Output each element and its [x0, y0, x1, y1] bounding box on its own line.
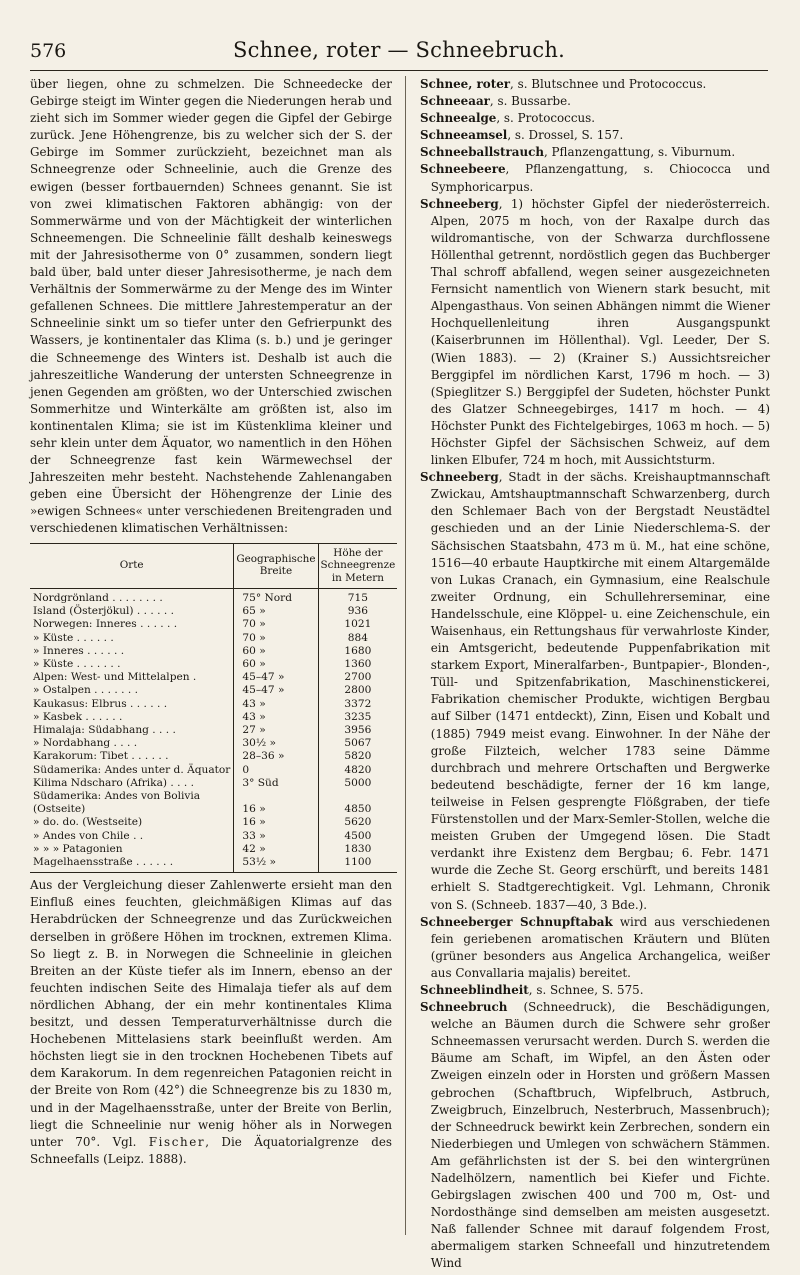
- table-row: [30, 605, 397, 618]
- table-cell-latitude: 45–47 »: [234, 684, 318, 697]
- table-cell-place: » Inneres . . . . . .: [33, 644, 125, 657]
- table-row: [30, 632, 397, 645]
- lexicon-entry: [420, 76, 770, 93]
- page-number: 576: [30, 40, 67, 62]
- table-cell-height: [318, 790, 397, 803]
- entry-headword: Schnee, roter: [420, 77, 511, 91]
- column-header-place: Orte: [30, 543, 234, 589]
- entry-headword: Schneeberg: [420, 196, 499, 211]
- table-cell-latitude: 43 »: [234, 698, 318, 711]
- entry-headword: Schneealge: [420, 111, 497, 126]
- table-cell-place: Magelhaensstraße . . . . . .: [33, 856, 174, 869]
- entry-text: (Schneedruck), die Beschädigungen, welche an Bäumen durch die Schwere sehr großer Schneemassen verursacht werden. Durch S. werden die Bäume am Schaft, im Wipfel, an den Ästen oder Zweigen einzeln oder in Horsten und größern Massen gebrochen (Schaftbruch, Wipfelbruch, Astbruch, Zweigbruch, Einzelbruch, Nesterbruch, Massenbruch); der Schneedruck bewirkt kein Zerbrechen, sondern ein Niederbiegen und Umlegen von schwächern Stämmen. Am gefährlichsten ist der S. bei den wintergrünen Nadelhölzern, namentlich bei Kiefer und Fichte. Gebirgslagen zwischen 400 und 700 m, Ost- und Nordosthänge sind demselben am meisten ausgesetzt. Naß fallender Schnee mit darauf folgendem Frost, abermaligem starken Schneefall und hinzutretendem Wind: [430, 1000, 770, 1271]
- table-row: [30, 724, 397, 737]
- table-cell-height: 5067: [318, 737, 397, 750]
- entry-text: , Stadt in der sächs. Kreishauptmannschaft Zwickau, Amtshauptmannschaft Schwarzenberg, durch den Schlemaer Bach von der Bergstadt Neustädtel geschieden und an der Linie Niederschlema-S. der Sächsischen Staatsbahn, 473 m ü. M., hat eine schöne, 1516—40 erbaute Hauptkirche mit einem Altargemälde von Lukas Cranach, ein Gymnasium, eine Realschule zweiter Ordnung, ein Schullehrerseminar, eine Handelsschule, eine Klöppel- u. eine Zeichenschule, ein Waisenhaus, ein Rettungshaus für verwahrloste Kinder, ein Amtsgericht, bedeutende Puppenfabrikation mit starkem Export, Mineralfarben-, Buntpapier-, Blonden-, Tüll- und Spitzenfabrikation, Maschinenstickerei, Fabrikation chemischer Produkte, wichtigen Bergbau auf Silber (1471 entdeckt), Zinn, Eisen und Kobalt und (1885) 7949 meist evang. Einwohner. In der Nähe der große Filzteich, welcher 1783 seine Dämme durchbrach und mehrere Ortschaften und Bergwerke bedeutend beschädigte, ferner der 16 km lange, teilweise in Felsen gesprengte Flößgraben, der tiefe Fürstenstollen und der Marx-Semler-Stollen, welche die meisten Gruben der Umgegend lösen. Die Stadt verdankt ihre Existenz dem Bergbau; 6. Febr. 1471 wurde die Zeche St. Georg erschürft, und bereits 1481 erhielt S. Stadtgerechtigkeit. Vgl. Lehmann, Chronik von S. (Schneeb. 1837—40, 3 Bde.).: [430, 470, 770, 912]
- column-header-latitude: Geographische Breite: [234, 543, 318, 589]
- table-cell-latitude: 53½ »: [234, 856, 318, 873]
- running-title: Schnee, roter — Schneebruch.: [233, 38, 565, 62]
- table-cell-height: 1360: [318, 658, 397, 671]
- entry-text: , s. Blutschnee und Protococcus.: [510, 77, 707, 91]
- lexicon-entry: [420, 982, 770, 999]
- paragraph-comparison: [30, 877, 392, 1168]
- table-cell-latitude: 27 »: [234, 724, 318, 737]
- entry-text: , Pflanzengattung, s. Viburnum.: [544, 145, 736, 160]
- table-row: [30, 750, 397, 763]
- table-cell-place: » Küste . . . . . .: [33, 631, 114, 644]
- table-cell-height: 936: [318, 605, 397, 618]
- table-header-row: [30, 543, 397, 589]
- table-cell-place: Kaukasus: Elbrus . . . . . .: [33, 697, 168, 710]
- entry-headword: Schneebeere: [420, 162, 506, 177]
- table-cell-height: 1100: [318, 856, 397, 873]
- table-row: [30, 737, 397, 750]
- table-row: [30, 764, 397, 777]
- lexicon-entry: [420, 144, 770, 161]
- table-cell-latitude: 43 »: [234, 711, 318, 724]
- lexicon-entry: [420, 110, 770, 127]
- table-cell-latitude: 60 »: [234, 658, 318, 671]
- entry-text: , s. Bussarbe.: [489, 94, 571, 109]
- paragraph-snow-line: über liegen, ohne zu schmelzen. Die Schneedecke der Gebirge steigt im Winter gegen die Niederungen herab und zieht sich im Sommer wieder gegen die Gipfel der Gebirge zurück. Jene Höhengrenze, bis zu welcher sich der S. der Gebirge im Sommer zurückzieht, bezeichnet man als Schneegrenze oder Schneelinie, auch die Grenze des ewigen (besser fortbauernden) Schnees genannt. Sie ist von zwei klimatischen Faktoren abhängig: von der Sommerwärme und von der Mächtigkeit der winterlichen Schneemengen. Die Schneelinie fällt deshalb keineswegs mit der Jahresisotherme von 0° zusammen, sondern liegt bald über, bald unter dieser Jahresisotherme, je nach dem Verhältnis der Sommerwärme zu der Menge des im Winter gefallenen Schnees. Die mittlere Jahrestemperatur an der Schneelinie sinkt um so tiefer unter den Gefrierpunkt des Wassers, je kontinentaler das Klima (s. b.) und je geringer die Schneemenge des Winters ist. Deshalb ist auch die jahreszeitliche Wanderung der untersten Schneegrenze in jenen Gegenden am größten, wo der Unterschied zwischen Sommerhitze und Winterkälte am größten ist, also im kontinentalen Klima; sie ist im Küstenklima kleiner und sehr klein unter dem Äquator, wo namentlich in den Höhen der Schneegrenze fast kein Wärmewechsel der Jahreszeiten mehr besteht. Nachstehende Zahlenangaben geben eine Übersicht der Höhengrenze der Linie des »ewigen Schnees« unter verschiedenen Breitengraden und verschiedenen klimatischen Verhältnissen:: [30, 77, 392, 536]
- table-row: [30, 658, 397, 671]
- table-cell-height: 4820: [318, 764, 397, 777]
- entry-headword: Schneebruch: [420, 1000, 508, 1015]
- entry-headword: Schneeaar: [420, 94, 490, 109]
- paragraph-comparison-tail: , Die Äquatorialgrenze des Schneefalls (Leipz. 1888).: [30, 1134, 392, 1166]
- table-row: [30, 856, 397, 873]
- table-cell-latitude: 42 »: [234, 843, 318, 856]
- table-cell-height: 4500: [318, 830, 397, 843]
- lexicon-entry: [420, 161, 770, 195]
- entry-text: wird aus verschiedenen fein geriebenen aromatischen Kräutern und Blüten (grüner besonders aus Angelica Archangelica, weißer aus Convallaria majalis) bereitet.: [430, 914, 770, 980]
- table-cell-height: 2700: [318, 671, 397, 684]
- table-cell-latitude: 3° Süd: [234, 777, 318, 790]
- column-divider: [405, 76, 406, 1235]
- table-cell-height: 3235: [318, 711, 397, 724]
- table-row: [30, 618, 397, 631]
- table-cell-latitude: 16 »: [234, 803, 318, 816]
- table-row: [30, 684, 397, 697]
- entry-text: , s. Schnee, S. 575.: [528, 982, 644, 997]
- right-column: [420, 76, 770, 1271]
- table-row: [30, 698, 397, 711]
- table-cell-place: » Ostalpen . . . . . . .: [33, 684, 138, 697]
- lexicon-entry: [420, 914, 770, 982]
- table-cell-height: 5620: [318, 816, 397, 829]
- table-cell-height: 715: [318, 589, 397, 606]
- table-cell-place: Südamerika: Andes unter d. Äquator: [33, 763, 231, 776]
- page-header: [30, 36, 768, 70]
- table-row: [30, 777, 397, 790]
- entry-headword: Schneeamsel: [420, 128, 508, 143]
- table-cell-height: 1830: [318, 843, 397, 856]
- table-cell-place: » Küste . . . . . . .: [33, 658, 121, 671]
- table-cell-place: Himalaja: Südabhang . . . .: [33, 724, 176, 737]
- table-cell-place: Norwegen: Inneres . . . . . .: [33, 618, 178, 631]
- table-cell-height: 5000: [318, 777, 397, 790]
- table-row: [30, 711, 397, 724]
- table-row: [30, 816, 397, 829]
- snow-line-table: [30, 543, 397, 874]
- lexicon-entry: [420, 469, 770, 913]
- entry-text: , s. Drossel, S. 157.: [507, 128, 624, 143]
- table-cell-latitude: 33 »: [234, 830, 318, 843]
- table-cell-latitude: 0: [234, 764, 318, 777]
- table-cell-height: 3956: [318, 724, 397, 737]
- table-cell-latitude: [234, 790, 318, 803]
- paragraph-comparison-author: Fischer: [148, 1134, 206, 1149]
- table-cell-latitude: 65 »: [234, 605, 318, 618]
- table-cell-place: » do. do. (Westseite): [33, 816, 143, 829]
- table-cell-latitude: 60 »: [234, 645, 318, 658]
- paragraph-comparison-text: Aus der Vergleichung dieser Zahlenwerte ersieht man den Einfluß eines feuchten, gleichmäßigen Klimas auf das Herabdrücken der Schneegrenze und das Zurückweichen derselben in größere Höhen im trocknen, extremen Klima. So liegt z. B. in Norwegen die Schneelinie in gleichen Breiten an der Küste tiefer als im Innern, ebenso an der feuchten indischen Seite des Himalaja tiefer als auf dem nördlichen Abhang, der ein mehr kontinentales Klima besitzt, und dessen Temperaturverhältnisse durch die Hochebenen Mittelasiens stark beeinflußt werden. Am höchsten liegt sie in den trocknen Hochebenen Tibets auf dem Karakorum. In dem regenreichen Patagonien reicht in der Breite von Rom (42°) die Schneegrenze bis zu 1830 m, und in der Magelhaensstraße, unter der Breite von Berlin, liegt die Schneelinie nur wenig höher als in Norwegen unter 70°. Vgl.: [30, 878, 392, 1149]
- table-cell-place: (Ostseite): [33, 803, 86, 816]
- table-cell-place: Kilima Ndscharo (Afrika) . . . .: [33, 776, 194, 789]
- table-cell-height: 2800: [318, 684, 397, 697]
- lexicon-entry: [420, 999, 770, 1273]
- table-cell-place: » Nordabhang . . . .: [33, 737, 138, 750]
- table-row: [30, 645, 397, 658]
- table-cell-latitude: 70 »: [234, 632, 318, 645]
- table-cell-place: » Kasbek . . . . . .: [33, 710, 123, 723]
- table-cell-latitude: 30½ »: [234, 737, 318, 750]
- table-cell-latitude: 28–36 »: [234, 750, 318, 763]
- table-cell-place: Nordgrönland . . . . . . . .: [33, 592, 163, 605]
- header-rule: [30, 70, 768, 71]
- table-row: [30, 830, 397, 843]
- table-cell-height: 4850: [318, 803, 397, 816]
- lexicon-entry: [420, 196, 770, 470]
- table-cell-latitude: 16 »: [234, 816, 318, 829]
- table-row: [30, 671, 397, 684]
- entry-text: , 1) höchster Gipfel der niederösterreich. Alpen, 2075 m hoch, von der Raxalpe durch das wildromantische, von der Schwarza durchflossene Höllenthal getrennt, nordöstlich gegen das Buchberger Thal schroff abfallend, wegen seiner ausgezeichneten Fernsicht namentlich von Wienern stark besucht, mit Alpengasthaus. Von seinen Abhängen nimmt die Wiener Hochquellenleitung ihren Ausgangspunkt (Kaiserbrunnen im Höllenthal). Vgl. Leeder, Der S. (Wien 1883). — 2) (Krainer S.) Aussichtsreicher Berggipfel im nördlichen Karst, 1796 m hoch. — 3) (Spieglitzer S.) Berggipfel der Sudeten, höchster Punkt des Glatzer Schneegebirges, 1417 m hoch. — 4) Höchster Punkt des Fichtelgebirges, 1063 m hoch. — 5) Höchster Gipfel der Sächsischen Schweiz, auf dem linken Elbufer, 724 m hoch, mit Aussichtsturm.: [430, 196, 770, 468]
- table-cell-latitude: 70 »: [234, 618, 318, 631]
- entry-headword: Schneeberger Schnupftabak: [420, 914, 613, 929]
- lexicon-entry: [420, 127, 770, 144]
- table-row: [30, 803, 397, 816]
- left-column: [30, 76, 396, 1257]
- table-cell-place: Südamerika: Andes von Bolivia: [33, 790, 201, 803]
- table-cell-latitude: 75° Nord: [234, 589, 318, 606]
- table-cell-place: Alpen: West- und Mittelalpen .: [33, 671, 197, 684]
- table-cell-place: Karakorum: Tibet . . . . . .: [33, 750, 169, 763]
- entry-text: , s. Protococcus.: [496, 111, 596, 126]
- table-cell-place: » Andes von Chile . .: [33, 829, 144, 842]
- entry-headword: Schneeblindheit: [420, 982, 529, 997]
- entry-text: , Pflanzengattung, s. Chiococca und Symphoricarpus.: [430, 162, 770, 194]
- lexicon-entry: [420, 93, 770, 110]
- table-row: [30, 790, 397, 803]
- table-cell-height: 5820: [318, 750, 397, 763]
- table-cell-latitude: 45–47 »: [234, 671, 318, 684]
- table-cell-height: 1680: [318, 645, 397, 658]
- table-cell-height: 3372: [318, 698, 397, 711]
- table-row: [30, 843, 397, 856]
- entry-headword: Schneeballstrauch: [420, 145, 544, 160]
- entry-headword: Schneeberg: [420, 470, 499, 485]
- table-cell-height: 1021: [318, 618, 397, 631]
- table-cell-place: Island (Österjökul) . . . . . .: [33, 605, 174, 618]
- table-cell-height: 884: [318, 632, 397, 645]
- table-cell-place: » » » Patagonien: [33, 842, 123, 855]
- table-row: [30, 589, 397, 606]
- column-header-height: Höhe der Schneegrenze in Metern: [318, 543, 397, 589]
- table-body: [30, 589, 397, 873]
